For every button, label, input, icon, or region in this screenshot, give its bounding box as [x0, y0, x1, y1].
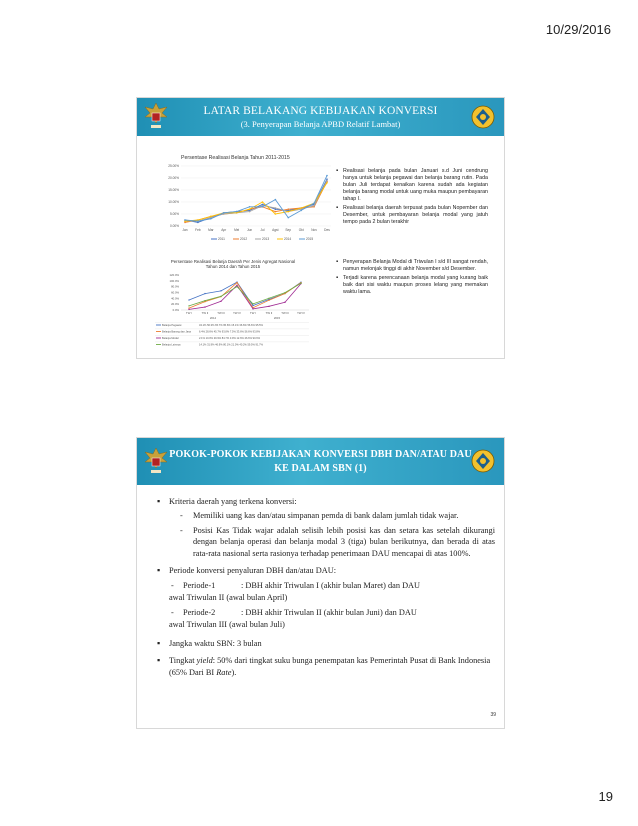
- slide-latar-belakang: [136, 97, 505, 359]
- y-tick-label: 25.00%: [168, 164, 179, 168]
- sub-item-text: Memiliki uang kas dan/atau simpanan pemda di bank dalam jumlah tidak wajar.: [193, 511, 459, 521]
- table-row-values: 6.4% 28.6% 45.7% 93.8% 7.5% 33.6% 56.6% 93.8%: [199, 330, 260, 334]
- bullet-periode: [157, 565, 495, 630]
- garuda-emblem-icon: [143, 101, 169, 133]
- x-tick-label: Agst: [272, 228, 279, 232]
- data-point: [284, 302, 285, 303]
- bullet-kriteria: [157, 496, 495, 559]
- x-tick-label: TW II: [201, 311, 209, 315]
- x-tick-label: TW IV: [297, 311, 305, 315]
- x-tick-label: TW III: [217, 311, 225, 315]
- y-tick-label: 20.00%: [168, 176, 179, 180]
- x-tick-label: Okt: [298, 228, 304, 232]
- bullet-item: ▪ Penyerapan Belanja Modal di Triwulan I s/d III sangat rendah, namun melonjak tinggi di akhir November s/d Desember.: [336, 259, 488, 273]
- sub-item: - Memiliki uang kas dan/atau simpanan pemda di bank dalam jumlah tidak wajar.: [180, 511, 459, 521]
- y-tick-label: 40.0%: [171, 296, 179, 301]
- page-number: 19: [598, 789, 613, 804]
- data-point: [197, 220, 199, 222]
- tingkat-end: ).: [231, 667, 237, 677]
- tingkat-rate: Rate: [216, 667, 232, 677]
- data-point: [204, 300, 205, 301]
- bullet-list-realisasi: [336, 168, 488, 228]
- data-point: [188, 309, 189, 310]
- data-point: [236, 285, 237, 286]
- period-cont: awal Triwulan II (awal bulan April): [169, 592, 288, 602]
- period-desc: : DBH akhir Triwulan II (akhir bulan Juni) dan DAU: [241, 608, 417, 618]
- chart-title: Persentase Realisasi Belanja Tahun 2011-2015: [181, 155, 290, 161]
- y-tick-label: 0.00%: [169, 224, 179, 228]
- tingkat-prefix: Tingkat: [169, 656, 197, 666]
- data-point: [275, 213, 277, 215]
- chart-realisasi-per-jenis: [153, 258, 313, 354]
- sub-item: - Posisi Kas Tidak wajar adalah selisih lebih posisi kas dan setara kas setelah dikurangi dengan belanja operasi dan belanja modal 3 (tiga) bulan berikutnya, dan berada di atas rata-rata nasional serta rasionya terhadap penerimaan DAU mencapai di atas 100%.: [180, 525, 495, 558]
- y-tick-label: 10.00%: [168, 200, 179, 204]
- x-tick-label: Nov: [311, 228, 317, 232]
- y-tick-label: 5.00%: [169, 212, 179, 216]
- data-point: [188, 307, 189, 308]
- y-tick-label: 100.0%: [169, 278, 179, 283]
- data-point: [326, 180, 328, 182]
- x-tick-label: Des: [324, 228, 330, 232]
- chart-realisasi-belanja-2011-2015: [159, 152, 359, 244]
- page-date: 10/29/2016: [545, 22, 611, 37]
- legend-label: 2015: [306, 237, 314, 242]
- x-tick-label: TW I: [186, 311, 192, 315]
- slide-title-line: KE DALAM SBN (1): [274, 463, 367, 474]
- x-tick-label: Feb: [195, 228, 201, 232]
- data-point: [204, 306, 205, 307]
- slide-number: 39: [490, 712, 496, 718]
- data-point: [287, 217, 289, 219]
- bullet-item: ▪ Realisasi belanja pada bulan Januari s.d Juni cendrung hanya untuk belanja pegawai dan belanja barang rutin. Pada bulan Juli terdapat kenaikan karena sudah ada kegiatan belanja barang modal untuk uang muka maupun pembayaran tahap I.: [336, 168, 488, 203]
- data-point: [326, 175, 328, 177]
- data-point: [236, 282, 237, 283]
- chart-title: Tahun 2014 dan Tahun 2015: [205, 264, 261, 269]
- bullet-jangka: ▪ Jangka waktu SBN: 3 bulan: [157, 638, 495, 649]
- slide-title: [137, 438, 504, 476]
- data-point: [275, 211, 277, 213]
- chart-title: Persentase Realisasi Belanja Daerah Per Jenis Agregat Nasional: [170, 259, 296, 264]
- y-tick-label: 15.00%: [168, 188, 179, 192]
- legend-label: 2013: [262, 237, 270, 242]
- x-tick-label: Apr: [221, 228, 227, 232]
- series-line-2013: [185, 180, 327, 221]
- ministry-logo-icon: [470, 104, 496, 130]
- data-point: [326, 182, 328, 184]
- data-point: [210, 216, 212, 218]
- period-desc: : DBH akhir Triwulan I (akhir bulan Maret) dan DAU: [241, 581, 421, 591]
- ministry-logo-icon: [470, 448, 496, 474]
- bullet-label: ▪ Kriteria daerah yang terkena konversi:: [169, 497, 297, 506]
- slide-header: [137, 438, 504, 485]
- tingkat-text: : 50% dari tingkat suku bunga penempatan kas Pemerintah Pusat di Bank Indonesia (65% Dari BI: [169, 656, 491, 677]
- table-row-label: Belanja Barang dan Jasa: [162, 330, 191, 334]
- x-tick-label: TW III: [281, 311, 289, 315]
- data-point: [268, 298, 269, 299]
- data-point: [252, 305, 253, 306]
- sub-item-text: Posisi Kas Tidak wajar adalah selisih lebih posisi kas dan setara kas setelah dikurangi dengan belanja operasi dan belanja modal 3 (tiga) bulan berikutnya, dan berada di atas rata-rata nasional serta rasionya terhadap penerimaan DAU mencapai di atas 100%.: [193, 525, 495, 558]
- data-point: [236, 211, 238, 213]
- data-point: [284, 292, 285, 293]
- data-point: [188, 299, 189, 300]
- data-point: [236, 286, 237, 287]
- tingkat-yield: yield: [196, 656, 213, 666]
- period-name: Periode-1: [183, 581, 216, 591]
- y-tick-label: 20.0%: [171, 302, 179, 307]
- series-line-2011: [185, 179, 327, 222]
- garuda-emblem-icon: [143, 446, 169, 478]
- data-point: [268, 306, 269, 307]
- legend-label: 2014: [284, 237, 292, 242]
- slide-pokok-kebijakan: [136, 437, 505, 729]
- bullet-item: ▪ Realisasi belanja daerah terpusat pada bulan Nopember dan Desember, untuk pembayaran belanja modal yang jatuh tempo pada 2 bulan terakhir: [336, 205, 488, 226]
- y-tick-label: 60.0%: [171, 290, 179, 295]
- data-point: [252, 303, 253, 304]
- data-point: [313, 202, 315, 204]
- group-label: 2015: [273, 316, 281, 320]
- period-cont: awal Triwulan III (awal bulan Juli): [169, 619, 285, 629]
- bullet-tingkat: [157, 655, 495, 678]
- slide-title-line: POKOK-POKOK KEBIJAKAN KONVERSI DBH DAN/ATAU DAU: [169, 449, 472, 460]
- data-point: [262, 206, 264, 208]
- data-point: [313, 205, 315, 207]
- x-tick-label: TW II: [265, 311, 273, 315]
- table-row-values: 2.1% 10.0% 29.9% 84.7% 3.9% 12.6% 26.6% 90.6%: [199, 337, 260, 340]
- slide-header: [137, 98, 504, 136]
- y-tick-label: 120.0%: [169, 273, 179, 277]
- table-row-label: Belanja Modal: [162, 337, 179, 340]
- data-point: [220, 296, 221, 297]
- x-tick-label: Jan: [182, 228, 188, 232]
- slide-subtitle: (3. Penyerapan Belanja APBD Relatif Lambat): [240, 119, 401, 129]
- slide-title: LATAR BELAKANG KEBIJAKAN KONVERSI: [203, 105, 438, 117]
- data-point: [275, 207, 277, 209]
- data-point: [268, 300, 269, 301]
- bullet-item: ▪ Terjadi karena perencanaan belanja modal yang kurang baik baik dari sisi waktu maupun proses lelang yang memakan waktu lama.: [336, 275, 488, 296]
- data-point: [262, 201, 264, 203]
- table-row-label: Belanja Lainnya: [162, 343, 181, 347]
- bullet-label: ▪ Periode konversi penyaluran DBH dan/atau DAU:: [169, 566, 337, 576]
- data-point: [249, 208, 251, 210]
- x-tick-label: TW IV: [233, 311, 241, 315]
- data-point: [252, 308, 253, 309]
- period-row: - Periode-2 : DBH akhir Triwulan II (akhir bulan Juni) dan DAU: [169, 607, 495, 618]
- data-point: [220, 301, 221, 302]
- data-point: [204, 293, 205, 294]
- data-point: [287, 211, 289, 213]
- data-point: [184, 219, 186, 221]
- data-point: [220, 290, 221, 291]
- x-tick-label: TW I: [250, 311, 256, 315]
- data-point: [300, 207, 302, 209]
- series-line: [189, 284, 301, 310]
- data-point: [300, 210, 302, 212]
- table-row-label: Belanja Pegawai: [162, 324, 182, 327]
- x-tick-label: Mei: [234, 228, 240, 232]
- y-tick-label: 0.0%: [172, 308, 179, 312]
- legend-label: 2011: [218, 237, 225, 242]
- period-row: - Periode-1 : DBH akhir Triwulan I (akhir bulan Maret) dan DAU: [169, 580, 495, 591]
- x-tick-label: Jul: [260, 228, 265, 232]
- data-point: [300, 283, 301, 284]
- y-tick-label: 80.0%: [171, 284, 179, 289]
- series-line-2015: [185, 176, 327, 222]
- table-row-values: 14.1% 31.9% 46.9% 80.1% 21.0% 40.2% 59.5% 91.7%: [199, 343, 263, 347]
- data-point: [249, 211, 251, 213]
- data-point: [210, 218, 212, 220]
- x-tick-label: Mar: [208, 228, 214, 232]
- period-name: Periode-2: [183, 608, 216, 618]
- data-point: [287, 208, 289, 210]
- data-point: [223, 212, 225, 214]
- x-tick-label: Jun: [246, 228, 253, 232]
- slide-body: [157, 496, 495, 684]
- legend-label: 2012: [240, 237, 248, 242]
- data-point: [249, 206, 251, 208]
- table-row-values: 34.1% 56.3% 65.7% 95.6% 15.1% 36.6% 56.6% 95.5%: [199, 324, 263, 327]
- x-tick-label: Sep: [285, 228, 292, 232]
- group-label: 2014: [209, 316, 217, 320]
- data-point: [188, 305, 189, 306]
- bullet-list-penyerapan: [336, 259, 488, 298]
- data-point: [275, 199, 277, 201]
